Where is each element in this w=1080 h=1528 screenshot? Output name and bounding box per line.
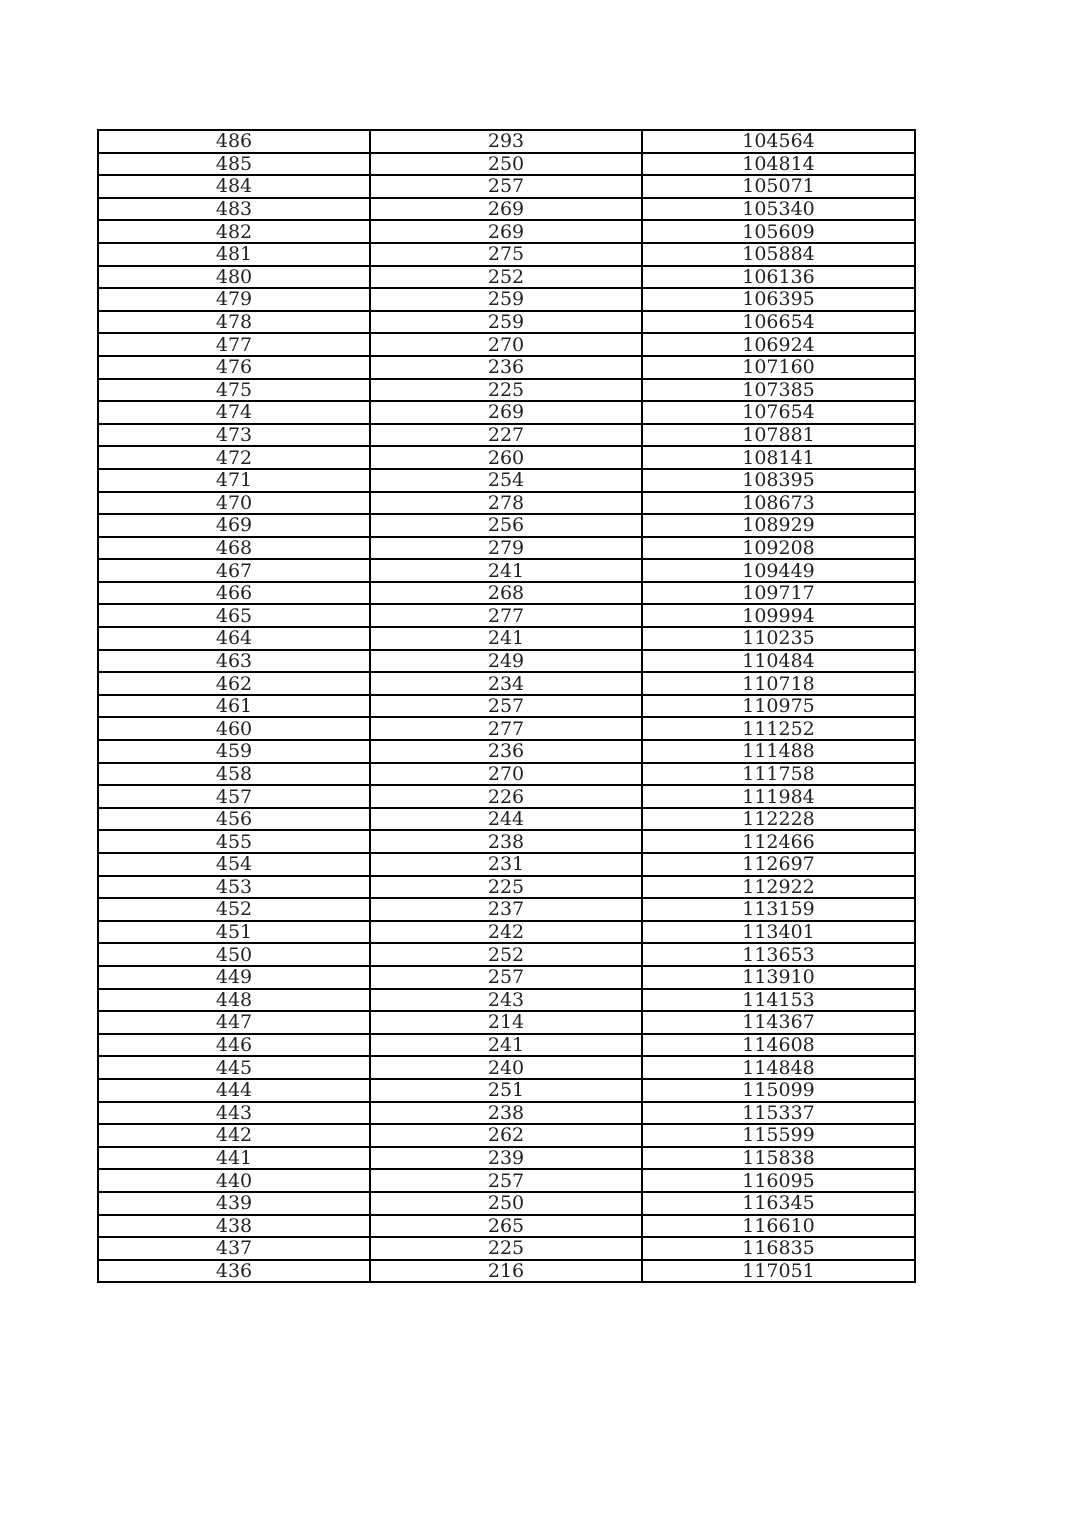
table-row bbox=[98, 763, 915, 786]
cumulative-cell: 109994 bbox=[642, 604, 915, 627]
table-row bbox=[98, 921, 915, 944]
count-cell: 243 bbox=[370, 989, 642, 1012]
table-row bbox=[98, 650, 915, 673]
score-cell: 442 bbox=[98, 1124, 370, 1147]
cumulative-cell: 115599 bbox=[642, 1124, 915, 1147]
count-cell: 241 bbox=[370, 559, 642, 582]
cumulative-cell: 107385 bbox=[642, 379, 915, 402]
cumulative-cell: 107160 bbox=[642, 356, 915, 379]
score-cell: 440 bbox=[98, 1169, 370, 1192]
table-row bbox=[98, 266, 915, 289]
table-row bbox=[98, 898, 915, 921]
cumulative-cell: 113653 bbox=[642, 943, 915, 966]
count-cell: 238 bbox=[370, 830, 642, 853]
count-cell: 237 bbox=[370, 898, 642, 921]
count-cell: 269 bbox=[370, 401, 642, 424]
table-row bbox=[98, 1102, 915, 1125]
score-cell: 447 bbox=[98, 1011, 370, 1034]
cumulative-cell: 108395 bbox=[642, 469, 915, 492]
count-cell: 252 bbox=[370, 266, 642, 289]
cumulative-cell: 112466 bbox=[642, 830, 915, 853]
cumulative-cell: 109449 bbox=[642, 559, 915, 582]
count-cell: 241 bbox=[370, 627, 642, 650]
score-cell: 470 bbox=[98, 492, 370, 515]
table-row bbox=[98, 830, 915, 853]
table-row bbox=[98, 989, 915, 1012]
table-row bbox=[98, 243, 915, 266]
cumulative-cell: 114153 bbox=[642, 989, 915, 1012]
cumulative-cell: 105340 bbox=[642, 198, 915, 221]
score-cell: 474 bbox=[98, 401, 370, 424]
count-cell: 225 bbox=[370, 379, 642, 402]
count-cell: 277 bbox=[370, 717, 642, 740]
count-cell: 275 bbox=[370, 243, 642, 266]
cumulative-cell: 105071 bbox=[642, 175, 915, 198]
count-cell: 293 bbox=[370, 130, 642, 153]
table-row bbox=[98, 966, 915, 989]
count-cell: 238 bbox=[370, 1102, 642, 1125]
cumulative-cell: 110235 bbox=[642, 627, 915, 650]
table-row bbox=[98, 1215, 915, 1238]
score-cell: 459 bbox=[98, 740, 370, 763]
score-cell: 471 bbox=[98, 469, 370, 492]
score-cell: 480 bbox=[98, 266, 370, 289]
table-row bbox=[98, 198, 915, 221]
cumulative-cell: 117051 bbox=[642, 1260, 915, 1283]
cumulative-cell: 107881 bbox=[642, 424, 915, 447]
score-cell: 462 bbox=[98, 672, 370, 695]
score-cell: 456 bbox=[98, 808, 370, 831]
count-cell: 262 bbox=[370, 1124, 642, 1147]
score-cell: 473 bbox=[98, 424, 370, 447]
table-row bbox=[98, 627, 915, 650]
score-cell: 438 bbox=[98, 1215, 370, 1238]
cumulative-cell: 108673 bbox=[642, 492, 915, 515]
table-row bbox=[98, 740, 915, 763]
count-cell: 257 bbox=[370, 175, 642, 198]
count-cell: 249 bbox=[370, 650, 642, 673]
score-cell: 466 bbox=[98, 582, 370, 605]
count-cell: 279 bbox=[370, 537, 642, 560]
count-cell: 225 bbox=[370, 1237, 642, 1260]
score-cell: 478 bbox=[98, 311, 370, 334]
count-cell: 270 bbox=[370, 333, 642, 356]
table-row bbox=[98, 1056, 915, 1079]
count-cell: 244 bbox=[370, 808, 642, 831]
score-cell: 486 bbox=[98, 130, 370, 153]
table-row bbox=[98, 469, 915, 492]
cumulative-cell: 107654 bbox=[642, 401, 915, 424]
count-cell: 251 bbox=[370, 1079, 642, 1102]
cumulative-cell: 114848 bbox=[642, 1056, 915, 1079]
cumulative-cell: 111252 bbox=[642, 717, 915, 740]
score-cell: 455 bbox=[98, 830, 370, 853]
score-cell: 443 bbox=[98, 1102, 370, 1125]
cumulative-cell: 110484 bbox=[642, 650, 915, 673]
cumulative-cell: 116345 bbox=[642, 1192, 915, 1215]
count-cell: 236 bbox=[370, 356, 642, 379]
table-row bbox=[98, 401, 915, 424]
score-cell: 445 bbox=[98, 1056, 370, 1079]
cumulative-cell: 109717 bbox=[642, 582, 915, 605]
cumulative-cell: 106136 bbox=[642, 266, 915, 289]
cumulative-cell: 106654 bbox=[642, 311, 915, 334]
score-distribution-table bbox=[97, 129, 916, 1283]
cumulative-cell: 113159 bbox=[642, 898, 915, 921]
count-cell: 252 bbox=[370, 943, 642, 966]
table-row bbox=[98, 1034, 915, 1057]
score-cell: 453 bbox=[98, 876, 370, 899]
cumulative-cell: 105609 bbox=[642, 220, 915, 243]
count-cell: 278 bbox=[370, 492, 642, 515]
score-cell: 457 bbox=[98, 785, 370, 808]
score-cell: 472 bbox=[98, 446, 370, 469]
cumulative-cell: 104814 bbox=[642, 153, 915, 176]
score-cell: 460 bbox=[98, 717, 370, 740]
table-row bbox=[98, 604, 915, 627]
score-cell: 469 bbox=[98, 514, 370, 537]
cumulative-cell: 106395 bbox=[642, 288, 915, 311]
cumulative-cell: 108141 bbox=[642, 446, 915, 469]
table-row bbox=[98, 492, 915, 515]
count-cell: 257 bbox=[370, 966, 642, 989]
cumulative-cell: 106924 bbox=[642, 333, 915, 356]
score-cell: 465 bbox=[98, 604, 370, 627]
score-cell: 481 bbox=[98, 243, 370, 266]
table-row bbox=[98, 1124, 915, 1147]
score-cell: 485 bbox=[98, 153, 370, 176]
table-row bbox=[98, 311, 915, 334]
count-cell: 256 bbox=[370, 514, 642, 537]
count-cell: 214 bbox=[370, 1011, 642, 1034]
cumulative-cell: 111984 bbox=[642, 785, 915, 808]
score-cell: 476 bbox=[98, 356, 370, 379]
score-cell: 477 bbox=[98, 333, 370, 356]
count-cell: 236 bbox=[370, 740, 642, 763]
score-cell: 467 bbox=[98, 559, 370, 582]
score-cell: 483 bbox=[98, 198, 370, 221]
table-row bbox=[98, 559, 915, 582]
cumulative-cell: 109208 bbox=[642, 537, 915, 560]
score-cell: 461 bbox=[98, 695, 370, 718]
score-cell: 444 bbox=[98, 1079, 370, 1102]
count-cell: 254 bbox=[370, 469, 642, 492]
count-cell: 257 bbox=[370, 1169, 642, 1192]
score-cell: 468 bbox=[98, 537, 370, 560]
count-cell: 270 bbox=[370, 763, 642, 786]
count-cell: 259 bbox=[370, 288, 642, 311]
score-cell: 446 bbox=[98, 1034, 370, 1057]
table-row bbox=[98, 333, 915, 356]
table-row bbox=[98, 1079, 915, 1102]
cumulative-cell: 110975 bbox=[642, 695, 915, 718]
cumulative-cell: 115337 bbox=[642, 1102, 915, 1125]
table-row bbox=[98, 582, 915, 605]
count-cell: 269 bbox=[370, 198, 642, 221]
count-cell: 265 bbox=[370, 1215, 642, 1238]
table-row bbox=[98, 379, 915, 402]
score-cell: 475 bbox=[98, 379, 370, 402]
table-row bbox=[98, 1169, 915, 1192]
score-cell: 463 bbox=[98, 650, 370, 673]
table-row bbox=[98, 130, 915, 153]
count-cell: 227 bbox=[370, 424, 642, 447]
table-row bbox=[98, 1147, 915, 1170]
count-cell: 240 bbox=[370, 1056, 642, 1079]
cumulative-cell: 116835 bbox=[642, 1237, 915, 1260]
count-cell: 250 bbox=[370, 1192, 642, 1215]
count-cell: 216 bbox=[370, 1260, 642, 1283]
count-cell: 269 bbox=[370, 220, 642, 243]
count-cell: 226 bbox=[370, 785, 642, 808]
score-cell: 451 bbox=[98, 921, 370, 944]
cumulative-cell: 116095 bbox=[642, 1169, 915, 1192]
score-distribution-table-container bbox=[97, 129, 914, 1283]
count-cell: 234 bbox=[370, 672, 642, 695]
table-row bbox=[98, 717, 915, 740]
table-row bbox=[98, 446, 915, 469]
table-row bbox=[98, 288, 915, 311]
cumulative-cell: 113401 bbox=[642, 921, 915, 944]
cumulative-cell: 111758 bbox=[642, 763, 915, 786]
count-cell: 239 bbox=[370, 1147, 642, 1170]
cumulative-cell: 104564 bbox=[642, 130, 915, 153]
count-cell: 268 bbox=[370, 582, 642, 605]
cumulative-cell: 114608 bbox=[642, 1034, 915, 1057]
table-row bbox=[98, 808, 915, 831]
count-cell: 231 bbox=[370, 853, 642, 876]
table-row bbox=[98, 175, 915, 198]
score-cell: 449 bbox=[98, 966, 370, 989]
count-cell: 257 bbox=[370, 695, 642, 718]
count-cell: 260 bbox=[370, 446, 642, 469]
count-cell: 241 bbox=[370, 1034, 642, 1057]
score-cell: 484 bbox=[98, 175, 370, 198]
table-row bbox=[98, 153, 915, 176]
score-cell: 439 bbox=[98, 1192, 370, 1215]
table-row bbox=[98, 853, 915, 876]
count-cell: 259 bbox=[370, 311, 642, 334]
table-row bbox=[98, 1192, 915, 1215]
score-cell: 464 bbox=[98, 627, 370, 650]
cumulative-cell: 111488 bbox=[642, 740, 915, 763]
table-row bbox=[98, 1237, 915, 1260]
cumulative-cell: 113910 bbox=[642, 966, 915, 989]
score-cell: 458 bbox=[98, 763, 370, 786]
table-row bbox=[98, 537, 915, 560]
cumulative-cell: 115838 bbox=[642, 1147, 915, 1170]
cumulative-cell: 114367 bbox=[642, 1011, 915, 1034]
score-cell: 479 bbox=[98, 288, 370, 311]
count-cell: 242 bbox=[370, 921, 642, 944]
table-row bbox=[98, 1260, 915, 1283]
score-cell: 452 bbox=[98, 898, 370, 921]
table-row bbox=[98, 672, 915, 695]
table-row bbox=[98, 356, 915, 379]
score-cell: 450 bbox=[98, 943, 370, 966]
count-cell: 225 bbox=[370, 876, 642, 899]
table-row bbox=[98, 695, 915, 718]
table-row bbox=[98, 1011, 915, 1034]
cumulative-cell: 115099 bbox=[642, 1079, 915, 1102]
table-body bbox=[98, 130, 915, 1282]
cumulative-cell: 112922 bbox=[642, 876, 915, 899]
score-cell: 448 bbox=[98, 989, 370, 1012]
score-cell: 436 bbox=[98, 1260, 370, 1283]
table-row bbox=[98, 424, 915, 447]
table-row bbox=[98, 943, 915, 966]
cumulative-cell: 108929 bbox=[642, 514, 915, 537]
count-cell: 277 bbox=[370, 604, 642, 627]
cumulative-cell: 110718 bbox=[642, 672, 915, 695]
cumulative-cell: 116610 bbox=[642, 1215, 915, 1238]
score-cell: 437 bbox=[98, 1237, 370, 1260]
count-cell: 250 bbox=[370, 153, 642, 176]
table-row bbox=[98, 785, 915, 808]
table-row bbox=[98, 514, 915, 537]
cumulative-cell: 112228 bbox=[642, 808, 915, 831]
score-cell: 454 bbox=[98, 853, 370, 876]
table-row bbox=[98, 876, 915, 899]
cumulative-cell: 112697 bbox=[642, 853, 915, 876]
cumulative-cell: 105884 bbox=[642, 243, 915, 266]
table-row bbox=[98, 220, 915, 243]
score-cell: 482 bbox=[98, 220, 370, 243]
score-cell: 441 bbox=[98, 1147, 370, 1170]
